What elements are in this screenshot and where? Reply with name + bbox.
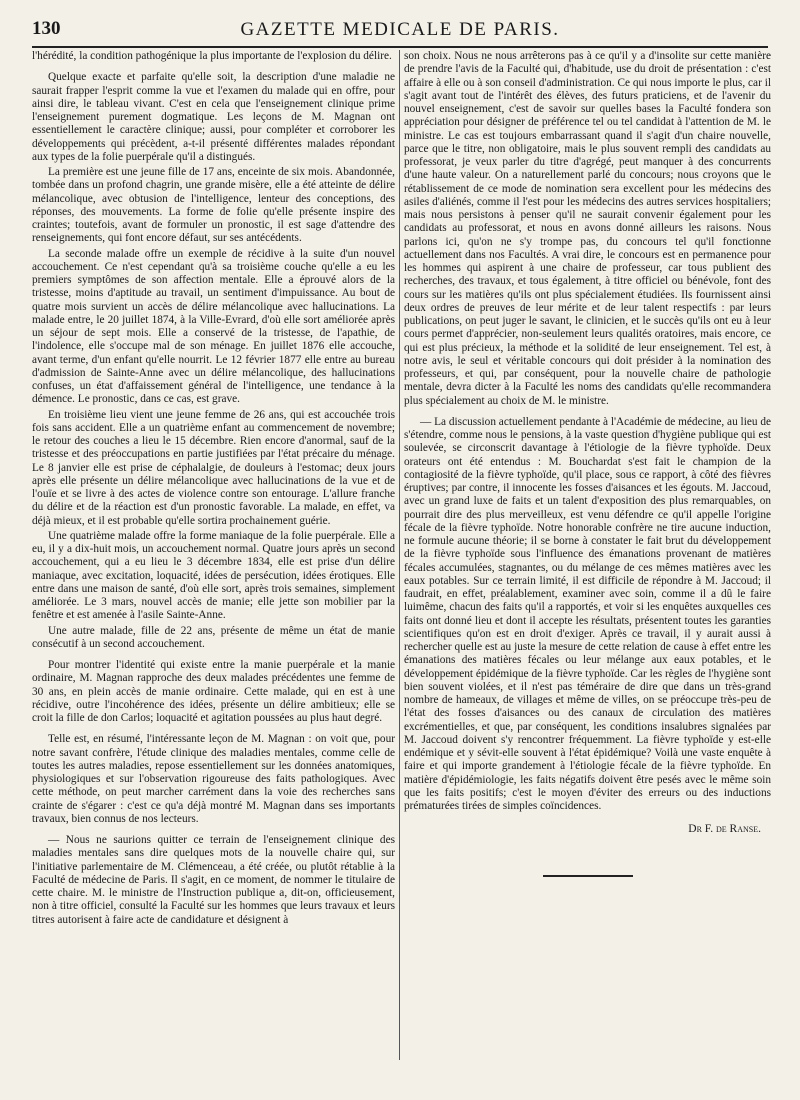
- header-rule: [32, 46, 768, 48]
- paragraph: La seconde malade offre un exemple de récidive à la suite d'un nouvel accouchement. Ce n'est cependant qu'à sa troisième couche qu'elle a eu les premiers symptômes de son affection mentale. Elle a éprouvé alors de la tristesse, moins d'aptitude au travail, un sentiment d'impuissance. Au bout de quatre mois survient un accès de délire mélancolique avec hallucinations. La malade entre, le 20 juillet 1874, à la Ville-Evrard, d'où elle sort améliorée après un séjour de sept mois. Elle a conservé de la tristesse, de l'apathie, de l'indolence, elle s'occupe mal de son ménage. En juillet 1876 elle accouche, avant terme, d'un enfant qu'elle nourrit. Le 12 février 1877 elle entre au bureau d'admission de Sainte-Anne avec un délire mélancolique, des hallucinations confuses, un état d'affaissement général de l'intelligence, une tendance à la démence. Le pronostic, dans ce cas, est grave.: [32, 247, 395, 406]
- left-column: [32, 50, 395, 1078]
- paragraph: Une quatrième malade offre la forme maniaque de la folie puerpérale. Elle a eu, il y a dix-huit mois, un accouchement normal. Quatre jours après un second accouchement, qui a eu lieu le 3 décembre 1834, elle est prise d'un délire maniaque, avec excitation, loquacité, idées de persécution, idées érotiques. Elle entre dans une maison de santé, d'où elle sort, après trois semaines, simplement améliorée. Le 3 mars, nouvel accès de manie; elle jette son mobilier par la fenêtre et est amenée à l'asile Sainte-Anne.: [32, 529, 395, 622]
- column-divider: [399, 50, 400, 1060]
- paragraph: Quelque exacte et parfaite qu'elle soit, la description d'une maladie ne saurait frapper l'esprit comme la vue et l'examen du malade qui en offre, pour ainsi dire, le tableau vivant. C'est en cela que l'enseignement clinique prime l'enseignement purement dogmatique. Les leçons de M. Magnan ont essentiellement le caractère clinique; aussi, pour compléter et corroborer les développements qui précèdent, a-t-il présenté différentes malades répondant aux types de la folie puerpérale qu'il a distingués.: [32, 71, 395, 163]
- page-header: [32, 18, 768, 44]
- author-signature: Dr F. de Ranse.: [688, 823, 761, 836]
- paragraph: Une autre malade, fille de 22 ans, présente de même un état de manie consécutif à un second accouchement.: [32, 624, 395, 650]
- paragraph: — Nous ne saurions quitter ce terrain de l'enseignement clinique des maladies mentales sans dire quelques mots de la nouvelle chaire qui, sur l'initiative parlementaire de M. Clémenceau, a été créée, ou plutôt rétablie à la Faculté de médecine de Paris. Il s'agit, en ce moment, de nommer le titulaire de cette chaire. M. le ministre de l'Instruction publique a, dit-on, officieusement, non à titre officiel, consulté la Faculté sur les hommes que leurs travaux et leurs titres autorisent à faire acte de candidature et désignent à: [32, 834, 395, 926]
- paragraph: En troisième lieu vient une jeune femme de 26 ans, qui est accouchée trois fois sans accident. Elle a un quatrième enfant au commencement de novembre; le retour des couches a lieu le 15 décembre. Rien encore d'anormal, sauf de la tristesse et des préoccupations en partie justifiées par l'état précaire du ménage. Le 8 janvier elle est prise de céphalalgie, de douleurs à l'estomac; deux jours après elle présente un délire mélancolique avec hallucinations de la vue et de l'ouïe et se livre à des actes de violence contre son entourage. L'allure franche du délire et de la réaction est d'un pronostic favorable. La malade, en effet, va déjà mieux, et il est probable qu'elle sortira prochainement guérie.: [32, 408, 395, 527]
- paragraph: Pour montrer l'identité qui existe entre la manie puerpérale et la manie ordinaire, M. Magnan rapproche des deux malades précédentes une femme de 30 ans, en plein accès de manie ordinaire. Cette malade, qui en est à une récidive, outre l'incohérence des idées, présente un délire ambitieux; elle se croit la fille de don Carlos; loquacité et agitation poussées au plus haut degré.: [32, 659, 395, 724]
- paragraph: Telle est, en résumé, l'intéressante leçon de M. Magnan : on voit que, pour notre savant confrère, l'étude clinique des maladies mentales, comme celle de toutes les autres maladies, repose essentiellement sur les données anatomiques, physiologiques et sur l'observation rigoureuse des faits pathologiques. Avec cette méthode, on peut marcher carrément dans la voie des recherches sans crainte de s'égarer : c'est ce qu'a déjà montré M. Magnan dans ses importants travaux, bien connus de nos lecteurs.: [32, 733, 395, 825]
- journal-title: GAZETTE MEDICALE DE PARIS.: [240, 19, 560, 40]
- page-number: 130: [32, 18, 61, 39]
- right-column: [404, 50, 771, 1078]
- paragraph: La première est une jeune fille de 17 ans, enceinte de six mois. Abandonnée, tombée dans un profond chagrin, une grande misère, elle a été atteinte de délire mélancolique, avec obtusion de l'intelligence, lenteur des conceptions, des réponses, des mouvements. La forme de folie qu'elle présente inspire des craintes; toutefois, avant de formuler un pronostic, il est sage d'attendre des renseignements, qui font encore défaut, sur ses antécédents.: [32, 166, 395, 245]
- paragraph: son choix. Nous ne nous arrêterons pas à ce qu'il y a d'insolite sur cette manière de prendre l'avis de la Faculté qui, d'habitude, use du droit de présentation : c'est affaire à elle ou à son conseil d'administration. Ce qui nous importe le plus, car il s'agit avant tout de l'intérêt des élèves, des futurs praticiens, et de l'avenir du nouvel enseignement, c'est de savoir sur quelles bases la Faculté fondera son appréciation pour désigner de préférence tel ou tel candidat à l'attention de M. le ministre. Le cas est toujours embarrassant quand il s'agit d'un chaire nouvelle, parce que le titre, non obligatoire, mais le plus souvent rempli des candidats au professorat, je veux parler du titre d'agrégé, peut manquer à des concurrents d'une haute valeur. On a naturellement parlé du concours; nous croyons que le rétablissement de ce mode de nomination sera excellent pour les médecins des asiles d'aliénés, comme il l'est pour les médecins des autres services hospitaliers; mais nous persistons à penser qu'il ne saurait convenir également pour les candidats au professorat, et nous en avons donné ailleurs les raisons. Nous parlons ici, qu'on ne s'y trompe pas, du concours tel qu'il fonctionne actuellement dans nos Facultés. A vrai dire, le concours est en permanence pour les hommes qui aspirent à une chaire de professeur, car tous publient des recherches, des travaux, et tous également, à titre officiel ou bénévole, font des cours sur les matières qu'ils ont plus spécialement étudiées. Ils fournissent ainsi deux ordres de preuves de leur mérite et de leur talent respectifs : par leurs publications, on peut juger le savant, le clinicien, et le succès qu'ils ont eu à leur cours permet d'apprécier, non-seulement leurs qualités oratoires, mais encore, ce qui est plus précieux, la méthode et la solidité de leur enseignement. Tel est, à notre avis, le seul et véritable concours qui doit présider à la nomination des professeurs, et qui, par conséquent, pour la nouvelle chaire de pathologie mentale, devra dicter à la Faculté les noms des candidats qu'elle recommandera plus spécialement au choix de M. le ministre.: [404, 50, 771, 407]
- paragraph: l'hérédité, la condition pathogénique la plus importante de l'explosion du délire.: [32, 50, 392, 62]
- paragraph: — La discussion actuellement pendante à l'Académie de médecine, au lieu de s'étendre, comme nous le pensions, à la vaste question d'hygiène publique qui est soulevée, se circonscrit davantage à l'étiologie de la fièvre typhoïde. Deux orateurs ont été entendus : M. Bouchardat s'est fait le champion de la contagiosité de la fièvre typhoïde, qu'il place, sous ce rapport, à côté des fièvres éruptives; par contre, il innocente les fosses d'aisances et les égouts. M. Jaccoud, avec un grand luxe de faits et un talent d'exposition des plus remarquables, on pourrait dire des plus merveilleux, est venu défendre ce qu'il appelle l'origine fécale de la fièvre typhoïde. Notre honorable confrère ne tire aucune induction, ne formule aucune théorie; il se borne à constater le fait brut du développement de la fièvre typhoïde sous l'influence des émanations provenant de matières fécales accumulées, stagnantes, ou du mélange de ces mêmes matières avec les eaux potables. Sur ce terrain limité, il est difficile de répondre à M. Jaccoud; il faudrait, en effet, préalablement, examiner avec soin, comme il a dû le faire luimême, chacun des faits qu'il a rapportés, et voir si les enquêtes auxquelles ces faits ont donné lieu et dont il accepte les résultats, présentent toutes les garanties scientifiques qu'on est en droit d'exiger. Après ce travail, il y aurait aussi à rechercher quelle est au juste la mesure de cette relation de cause à effet entre les émanations des matières fécales ou leur mélange aux eaux potables, et le développement épidémique de la fièvre typhoïde. Car les règles de l'hygiène sont bien souvent violées, et il n'est pas téméraire de dire que dans un très-grand nombre de hameaux, de villages et même de villes, on se préoccupe très-peu de l'état des fosses d'aisances ou des canaux de circulation des matières excrémentielles, et que, par conséquent, les conditions insalubres signalées par M. Jaccoud doivent s'y rencontrer fréquemment. La fièvre typhoïde y est-elle endémique et y sévit-elle souvent à l'état épidémique? Voilà une vaste enquête à faire et qui importe grandement à l'étiologie fécale de la fièvre typhoïde. En matière d'épidémiologie, les faits négatifs doivent être pesés avec le même soin que les faits positifs; c'est le moyen d'éviter des erreurs ou des inductions prématurées tirées de simples coïncidences.: [404, 415, 771, 812]
- end-rule: [543, 875, 633, 877]
